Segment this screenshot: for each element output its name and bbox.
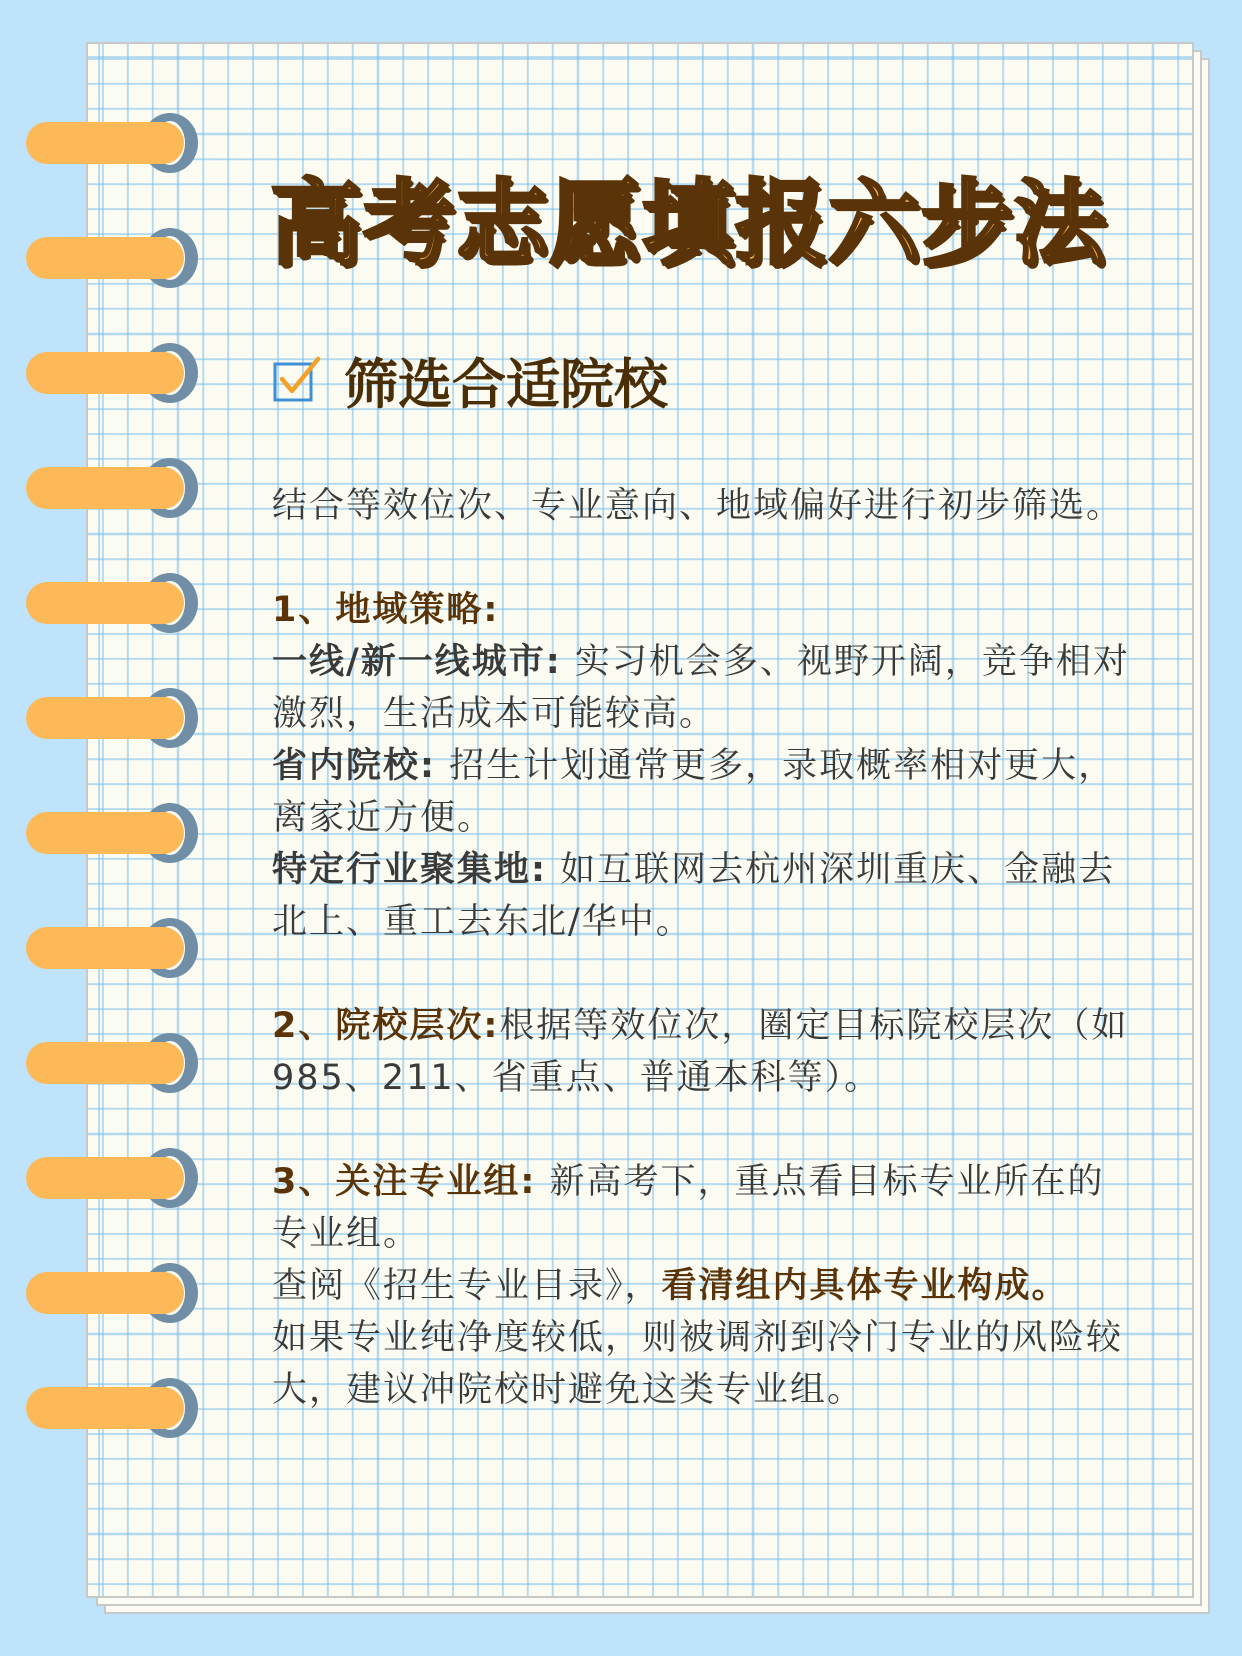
spiral-ring xyxy=(26,918,198,978)
point1-item xyxy=(272,740,1140,844)
spiral-ring xyxy=(26,688,198,748)
point1-item-label: 省内院校: xyxy=(272,746,436,786)
spiral-ring xyxy=(26,803,198,863)
point3-label: 3、关注专业组: xyxy=(272,1162,537,1202)
point3-line2-prefix: 查阅《招生专业目录》， xyxy=(272,1266,662,1306)
content-body xyxy=(272,480,1140,1416)
point3-line3: 如果专业纯净度较低，则被调剂到冷门专业的风险较大，建议冲院校时避免这类专业组。 xyxy=(272,1318,1124,1410)
intro-text: 结合等效位次、专业意向、地域偏好进行初步筛选。 xyxy=(272,486,1124,526)
spiral-ring xyxy=(26,1263,198,1323)
point2-label: 2、院校层次: xyxy=(272,1006,500,1046)
page-title: 高考志愿填报六步法 xyxy=(270,170,1108,277)
spiral-ring xyxy=(26,113,198,173)
point1-item-text: 实习机会多、视野开阔，竞争相对激烈，生活成本可能较高。 xyxy=(272,642,1130,734)
point3-line2-bold: 看清组内具体专业构成。 xyxy=(661,1266,1069,1306)
spiral-ring xyxy=(26,1148,198,1208)
spiral-binding xyxy=(0,0,220,1656)
checkbox-checked-icon xyxy=(272,355,322,405)
point2-text: 根据等效位次，圈定目标院校层次（如985、211、省重点、普通本科等）。 xyxy=(272,1006,1129,1098)
spiral-ring xyxy=(26,343,198,403)
point1-item-label: 特定行业聚集地: xyxy=(272,850,547,890)
point1-item-text: 招生计划通常更多，录取概率相对更大，离家近方便。 xyxy=(272,746,1116,838)
point1-item-text: 如互联网去杭州深圳重庆、金融去北上、重工去东北/华中。 xyxy=(272,850,1116,942)
point2 xyxy=(272,1000,1140,1104)
point3 xyxy=(272,1156,1140,1260)
point3-line2 xyxy=(272,1260,1140,1312)
point3-text: 新高考下，重点看目标专业所在的专业组。 xyxy=(272,1162,1105,1254)
spiral-ring xyxy=(26,1033,198,1093)
point1-heading: 1、地域策略: xyxy=(272,590,500,630)
spiral-ring xyxy=(26,458,198,518)
point1-item-label: 一线/新一线城市: xyxy=(272,642,562,682)
spiral-ring xyxy=(26,573,198,633)
point1-item xyxy=(272,636,1140,740)
point1-item xyxy=(272,844,1140,948)
spiral-ring xyxy=(26,228,198,288)
spiral-ring xyxy=(26,1378,198,1438)
section-header xyxy=(272,345,668,415)
section-title: 筛选合适院校 xyxy=(344,352,668,416)
